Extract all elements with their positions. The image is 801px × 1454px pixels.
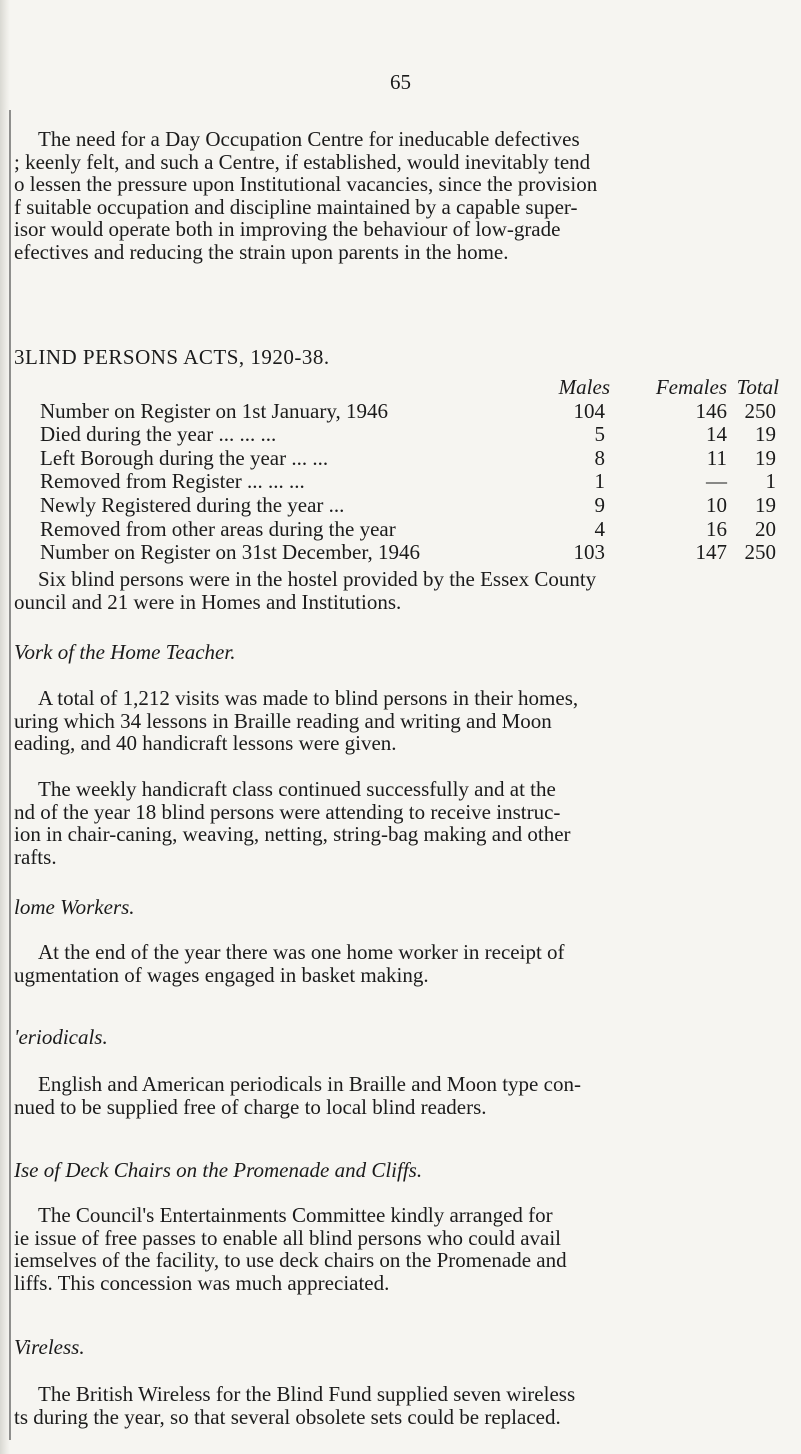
females-cell: 146	[695, 398, 727, 423]
text-line: ; keenly felt, and such a Centre, if established, would inevitably tend	[14, 149, 591, 174]
total-cell: 1	[765, 469, 776, 494]
text-line: A total of 1,212 visits was made to blind persons in their homes,	[38, 686, 579, 710]
hostel-paragraph	[14, 568, 784, 613]
text-line: ugmentation of wages engaged in basket making.	[14, 962, 429, 987]
home-workers-paragraph	[14, 941, 784, 986]
handicraft-class-paragraph	[14, 778, 784, 868]
total-cell: 19	[755, 445, 776, 470]
col-header-total: Total	[736, 375, 779, 399]
text-line: liffs. This concession was much appreciated.	[14, 1270, 390, 1295]
intro-paragraph	[14, 128, 784, 264]
males-cell: 9	[594, 492, 605, 517]
text-line: efectives and reducing the strain upon parents in the home.	[14, 239, 509, 264]
wireless-paragraph	[14, 1383, 784, 1428]
row-label: Removed from Register ... ... ...	[40, 469, 305, 494]
page-number: 65	[390, 70, 411, 94]
table-header-row	[40, 375, 780, 399]
table-row	[40, 446, 780, 470]
periodicals-paragraph	[14, 1073, 784, 1118]
table-row	[40, 399, 780, 423]
row-label: Newly Registered during the year ...	[40, 492, 345, 517]
table-row	[40, 517, 780, 541]
males-cell: 1	[594, 469, 605, 494]
row-label: Number on Register on 1st January, 1946	[40, 398, 388, 423]
text-line: At the end of the year there was one home worker in receipt of	[38, 940, 565, 964]
text-line: The British Wireless for the Blind Fund supplied seven wireless	[38, 1382, 576, 1406]
males-cell: 104	[573, 398, 605, 423]
total-cell: 20	[755, 516, 776, 541]
text-line: The weekly handicraft class continued successfully and at the	[38, 777, 556, 801]
total-cell: 250	[744, 540, 776, 565]
females-cell: 10	[706, 492, 727, 517]
text-line: f suitable occupation and discipline maintained by a capable super-	[14, 194, 578, 219]
text-line: iemselves of the facility, to use deck chairs on the Promenade and	[14, 1248, 567, 1273]
page-edge-shadow	[9, 110, 11, 1440]
row-label: Removed from other areas during the year	[40, 516, 396, 541]
row-label: Number on Register on 31st December, 1946	[40, 540, 420, 565]
text-line: isor would operate both in improving the behaviour of low-grade	[14, 217, 561, 242]
text-line: The need for a Day Occupation Centre for ineducable defectives	[38, 127, 580, 151]
text-line: English and American periodicals in Braille and Moon type con-	[38, 1072, 581, 1096]
section-heading-home-teacher: Vork of the Home Teacher.	[14, 640, 236, 664]
table-row	[40, 422, 780, 446]
register-table	[40, 375, 780, 564]
section-heading-home-workers: lome Workers.	[14, 895, 135, 919]
text-line: ie issue of free passes to enable all blind persons who could avail	[14, 1225, 562, 1250]
blind-persons-heading: 3LIND PERSONS ACTS, 1920-38.	[14, 345, 330, 369]
col-header-females: Females	[655, 375, 727, 399]
section-heading-periodicals: 'eriodicals.	[14, 1025, 108, 1049]
females-cell: 16	[706, 516, 727, 541]
text-line: Six blind persons were in the hostel provided by the Essex County	[38, 567, 597, 591]
males-cell: 103	[573, 540, 605, 565]
males-cell: 5	[594, 422, 605, 447]
text-line: ouncil and 21 were in Homes and Institutions.	[14, 589, 402, 614]
total-cell: 250	[744, 398, 776, 423]
total-cell: 19	[755, 492, 776, 517]
col-header-males: Males	[558, 375, 610, 399]
row-label: Left Borough during the year ... ...	[40, 445, 329, 470]
males-cell: 8	[594, 445, 605, 470]
deck-chairs-paragraph	[14, 1204, 784, 1294]
males-cell: 4	[594, 516, 605, 541]
table-row	[40, 493, 780, 517]
section-heading-wireless: Vireless.	[14, 1335, 85, 1359]
text-line: rafts.	[14, 844, 57, 869]
text-line: The Council's Entertainments Committee kindly arranged for	[38, 1203, 553, 1227]
section-heading-deck-chairs: Ise of Deck Chairs on the Promenade and Cliffs.	[14, 1158, 423, 1182]
table-row	[40, 540, 780, 564]
total-cell: 19	[755, 422, 776, 447]
text-line: ion in chair-caning, weaving, netting, string-bag making and other	[14, 822, 571, 847]
row-label: Died during the year ... ... ...	[40, 422, 277, 447]
text-line: eading, and 40 handicraft lessons were given.	[14, 731, 397, 756]
text-line: ts during the year, so that several obsolete sets could be replaced.	[14, 1404, 561, 1429]
text-line: uring which 34 lessons in Braille reading and writing and Moon	[14, 708, 552, 733]
table-row	[40, 469, 780, 493]
females-cell: 14	[706, 422, 727, 447]
text-line: o lessen the pressure upon Institutional vacancies, since the provision	[14, 172, 598, 197]
females-cell: 11	[706, 445, 727, 470]
females-cell: 147	[695, 540, 727, 565]
text-line: nued to be supplied free of charge to local blind readers.	[14, 1094, 487, 1119]
text-line: nd of the year 18 blind persons were attending to receive instruc-	[14, 799, 561, 824]
home-teacher-visits-paragraph	[14, 687, 784, 755]
females-cell: —	[706, 469, 727, 494]
